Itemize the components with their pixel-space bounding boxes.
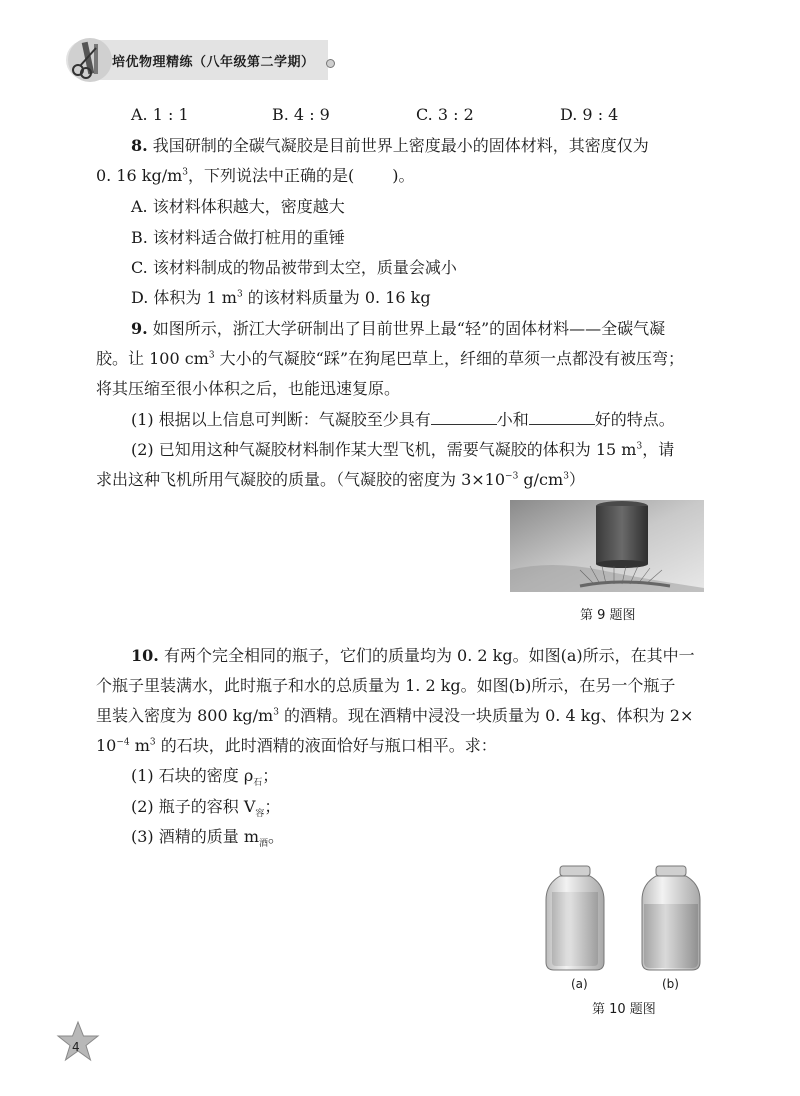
q9-figure-caption: 第 9 题图 — [580, 608, 636, 623]
bottle-b-label: (b) — [662, 977, 679, 991]
header-dot-icon — [326, 59, 335, 68]
q10-line2: 个瓶子里装满水，此时瓶子和水的总质量为 1. 2 kg。如图(b)所示，在另一个瓶子 — [96, 676, 676, 695]
q8-number: 8. — [131, 136, 148, 155]
q8-option-c: C. 该材料制成的物品被带到太空，质量会减小 — [131, 258, 457, 277]
q8-stem-line2 — [96, 165, 415, 187]
q10-line4-tail: 的石块，此时酒精的液面恰好与瓶口相平。求： — [155, 736, 497, 755]
q8-option-b: B. 该材料适合做打桩用的重锤 — [131, 228, 345, 247]
page-number: 4 — [72, 1040, 80, 1054]
q10-part3-subscript: 酒 — [259, 839, 269, 850]
q10-part2-tail: ； — [264, 797, 281, 816]
q7-option-c: C. 3 : 2 — [416, 105, 474, 124]
q7-option-a: A. 1 : 1 — [131, 105, 189, 124]
q10-line4-base: 10 — [96, 736, 117, 755]
aerogel-on-grass-photo — [510, 500, 704, 592]
q8-density-value: 0. 16 kg/m — [96, 166, 183, 185]
q9-part2-exponent: 3 — [636, 441, 643, 452]
q10-part3-tail: 。 — [268, 827, 285, 846]
q10-part2-text: (2) 瓶子的容积 V — [131, 797, 256, 816]
q10-line3 — [96, 705, 693, 727]
q9-line1 — [131, 318, 665, 340]
q9-blank-2[interactable] — [529, 409, 595, 425]
q9-line2-exponent: 3 — [208, 350, 215, 361]
q9-line3: 将其压缩至很小体积之后，也能迅速复原。 — [96, 379, 401, 398]
q10-part1 — [131, 765, 278, 787]
q10-number: 10. — [131, 646, 159, 665]
bottle-a-label: (a) — [571, 977, 588, 991]
q10-line3-tail: 的酒精。现在酒精中浸没一块质量为 0. 4 kg、体积为 2× — [278, 706, 694, 725]
q9-part2-text: (2) 已知用这种气凝胶材料制作某大型飞机，需要气凝胶的体积为 15 m — [131, 440, 637, 459]
bottle-a-icon — [546, 866, 604, 970]
q8-option-d-exponent: 3 — [236, 289, 243, 300]
q9-part1 — [131, 409, 675, 431]
q9-part2-line2 — [96, 469, 585, 491]
q9-part2-line2-text: 求出这种飞机所用气凝胶的质量。（气凝胶的密度为 3×10 — [96, 470, 506, 489]
q8-option-d-text: D. 体积为 1 m — [131, 288, 237, 307]
q7-option-b: B. 4 : 9 — [272, 105, 330, 124]
q10-figure-caption: 第 10 题图 — [592, 1002, 656, 1017]
q8-question: ，下列说法中正确的是( — [188, 166, 355, 185]
q10-line4-exponent-2: 3 — [149, 737, 156, 748]
q8-option-a: A. 该材料体积越大，密度越大 — [131, 197, 345, 216]
header-title: 培优物理精练（八年级第二学期） — [112, 55, 315, 70]
q9-density-exponent-1: −3 — [505, 471, 519, 482]
q9-part2-tail: ，请 — [642, 440, 675, 459]
q9-density-unit: g/cm — [518, 470, 564, 489]
q8-option-d — [131, 287, 431, 309]
q10-line1 — [131, 645, 695, 667]
q9-part1-mid: 小和 — [496, 410, 529, 429]
q9-part2-line1 — [131, 439, 674, 461]
q9-part1-tail: 好的特点。 — [594, 410, 675, 429]
q8-option-d-tail: 的该材料质量为 0. 16 kg — [242, 288, 431, 307]
q7-option-d: D. 9 : 4 — [560, 105, 619, 124]
bottle-b-icon — [642, 866, 700, 970]
q10-line4-unit: m — [129, 736, 150, 755]
q10-line3-text: 里装入密度为 800 kg/m — [96, 706, 274, 725]
q9-part1-text: (1) 根据以上信息可判断：气凝胶至少具有 — [131, 410, 431, 429]
q9-paren-close: ） — [568, 470, 585, 489]
q10-line4-exponent-1: −4 — [116, 737, 130, 748]
q8-paren-close: )。 — [392, 166, 415, 185]
q9-number: 9. — [131, 319, 148, 338]
q10-part3 — [131, 826, 284, 848]
two-bottles-figure — [540, 862, 710, 974]
q9-line2-tail: 大小的气凝胶“踩”在狗尾巴草上，纤细的草须一点都没有被压弯； — [214, 349, 685, 368]
q8-stem-text: 我国研制的全碳气凝胶是目前世界上密度最小的固体材料，其密度仅为 — [152, 136, 649, 155]
q8-density-exponent: 3 — [182, 167, 189, 178]
q10-part3-text: (3) 酒精的质量 m — [131, 827, 260, 846]
stationery-logo-icon — [66, 36, 114, 84]
q10-part1-subscript: 石 — [253, 778, 263, 789]
q10-part1-tail: ； — [262, 766, 279, 785]
q10-line1-text: 有两个完全相同的瓶子，它们的质量均为 0. 2 kg。如图(a)所示，在其中一 — [163, 646, 695, 665]
q9-line2-text: 胶。让 100 cm — [96, 349, 209, 368]
q9-line2 — [96, 348, 684, 370]
q10-line4 — [96, 735, 497, 757]
q10-part1-text: (1) 石块的密度 ρ — [131, 766, 254, 785]
q10-line3-exponent: 3 — [273, 707, 279, 718]
q9-density-exponent-2: 3 — [563, 471, 569, 482]
q9-line1-text: 如图所示，浙江大学研制出了目前世界上最“轻”的固体材料——全碳气凝 — [152, 319, 666, 338]
q8-stem-line1 — [131, 135, 649, 157]
q10-part2 — [131, 796, 280, 818]
q9-blank-1[interactable] — [431, 409, 497, 425]
q10-part2-subscript: 容 — [255, 809, 265, 820]
